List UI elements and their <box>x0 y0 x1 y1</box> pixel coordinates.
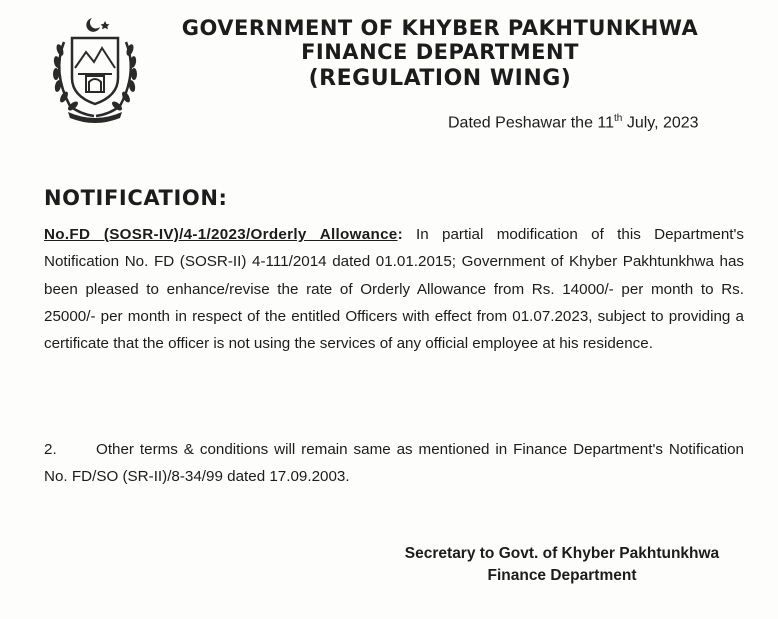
dated-prefix: Dated Peshawar the 11 <box>448 114 615 132</box>
signature-department: Finance Department <box>487 567 637 584</box>
paragraph-number: 2. <box>44 441 57 458</box>
header-wing: (REGULATION WING) <box>308 66 572 91</box>
paragraph-2 <box>44 436 744 491</box>
paragraph-2-text: Other terms & conditions will remain same as mentioned in Finance Department's Notification No. FD/SO (SR-II)/8-34/99 dated 17.09.2003. <box>44 441 744 486</box>
notification-reference: No.FD (SOSR-IV)/4-1/2023/Orderly Allowance <box>44 226 398 243</box>
notification-paragraph <box>44 221 744 357</box>
dated-ordinal: th <box>614 113 623 124</box>
notification-body: In partial modification of this Department's Notification No. FD (SOSR-II) 4-111/2014 dated 01.01.2015; Government of Khyber Pakhtunkhwa has been pleased to enhance/revise the rate of Orderly Allowance from Rs. 14000/- per month to Rs. 25000/- per month in respect of the entitled Officers with effect from 01.07.2023, subject to providing a certificate that the officer is not using the services of any official employee at his residence. <box>44 226 744 353</box>
kp-government-emblem-icon <box>34 12 156 124</box>
reference-colon: : <box>397 226 403 243</box>
header-department: FINANCE DEPARTMENT <box>301 40 579 64</box>
notification-title: NOTIFICATION: <box>44 186 228 210</box>
dated-rest: July, 2023 <box>622 114 699 132</box>
header-government: GOVERNMENT OF KHYBER PAKHTUNKHWA <box>181 16 699 40</box>
dated-line <box>448 113 699 132</box>
signature-title: Secretary to Govt. of Khyber Pakhtunkhwa <box>404 545 720 562</box>
